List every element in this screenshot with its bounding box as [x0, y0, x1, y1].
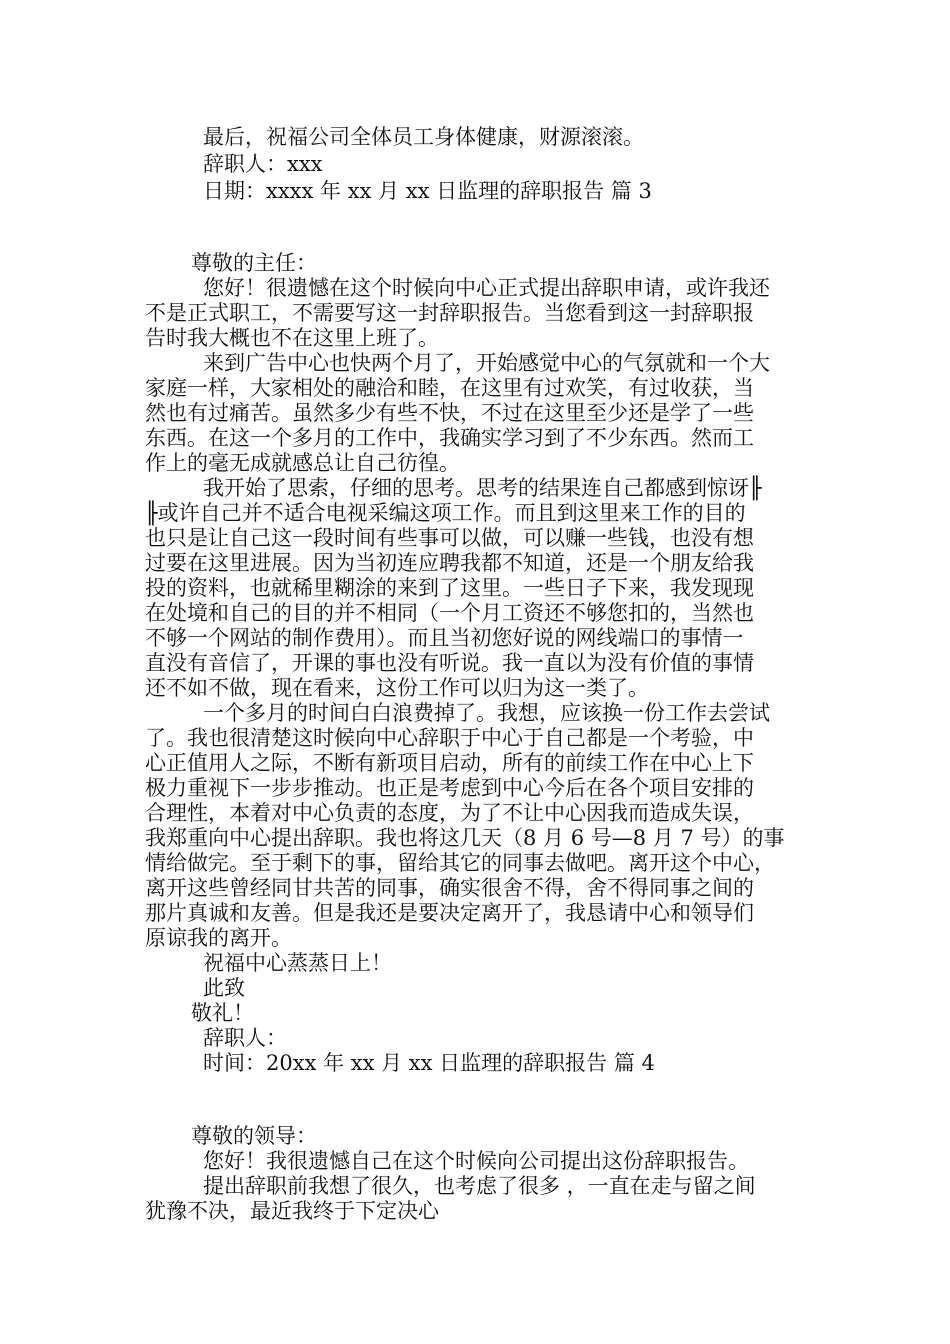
- paragraph-line: 告时我大概也不在这里上班了。: [145, 326, 439, 350]
- paragraph-line: 东西。在这一个多月的工作中，我确实学习到了不少东西。然而工: [145, 426, 754, 450]
- paragraph-line: 那片真诚和友善。但是我还是要决定离开了，我恳请中心和领导们: [145, 901, 754, 925]
- paragraph-line: 极力重视下一步步推动。也正是考虑到中心今后在各个项目安排的: [145, 776, 754, 800]
- paragraph-line: 作上的毫无成就感总让自己彷徨。: [145, 451, 460, 475]
- closing-wish: 最后，祝福公司全体员工身体健康，财源滚滚。: [203, 125, 644, 149]
- paragraph-line: 也只是让自己这一段时间有些事可以做，可以赚一些钱，也没有想: [145, 526, 754, 550]
- paragraph-line: 不是正式职工，不需要写这一封辞职报告。当您看到这一封辞职报: [145, 301, 754, 325]
- blessing-line: 祝福中心蒸蒸日上！: [203, 951, 392, 975]
- date-heading-line: 时间：20xx 年 xx 月 xx 日监理的辞职报告 篇 4: [203, 1051, 655, 1075]
- paragraph-line: 离开这些曾经同甘共苦的同事，确实很舍不得，舍不得同事之间的: [145, 876, 754, 900]
- paragraph-line: 还不如不做，现在看来，这份工作可以归为这一类了。: [145, 676, 649, 700]
- paragraph-line: 过要在这里进展。因为当初连应聘我都不知道，还是一个朋友给我: [145, 551, 754, 575]
- paragraph-line: 心正值用人之际，不断有新项目启动，所有的前续工作在中心上下: [145, 751, 754, 775]
- paragraph-line: 直没有音信了，开课的事也没有听说。我一直以为没有价值的事情: [145, 651, 754, 675]
- paragraph-line: 犹豫不决，最近我终于下定决心: [145, 1199, 439, 1223]
- paragraph-line: 然也有过痛苦。虽然多少有些不快，不过在这里至少还是学了一些: [145, 401, 754, 425]
- date-heading-line: 日期：xxxx 年 xx 月 xx 日监理的辞职报告 篇 3: [203, 179, 652, 203]
- paragraph-line: ╟或许自己并不适合电视采编这项工作。而且到这里来工作的目的: [145, 501, 746, 525]
- paragraph-line: 一个多月的时间白白浪费掉了。我想，应该换一份工作去尝试: [203, 701, 770, 725]
- closing-jing-li: 敬礼！: [191, 1001, 254, 1025]
- paragraph-line: 情给做完。至于剩下的事，留给其它的同事去做吧。离开这个中心，: [145, 851, 775, 875]
- paragraph-line: 我郑重向中心提出辞职。我也将这几天（8 月 6 号—8 月 7 号）的事: [145, 826, 785, 850]
- paragraph-line: 家庭一样，大家相处的融洽和睦，在这里有过欢笑，有过收获，当: [145, 376, 754, 400]
- paragraph-line: 我开始了思索，仔细的思考。思考的结果连自己都感到惊讶╟: [203, 476, 762, 500]
- paragraph-line: 您好！我很遗憾自己在这个时候向公司提出这份辞职报告。: [203, 1149, 749, 1173]
- paragraph-line: 投的资料，也就稀里糊涂的来到了这里。一些日子下来，我发现现: [145, 576, 754, 600]
- closing-ci-zhi: 此致: [203, 976, 245, 1000]
- paragraph-line: 在处境和自己的目的并不相同（一个月工资还不够您扣的，当然也: [145, 601, 754, 625]
- salutation: 尊敬的领导：: [191, 1124, 317, 1148]
- signature-line: 辞职人：xxx: [203, 152, 323, 176]
- paragraph-line: 提出辞职前我想了很久，也考虑了很多 ，一直在走与留之间: [203, 1174, 756, 1198]
- paragraph-line: 合理性，本着对中心负责的态度，为了不让中心因我而造成失误，: [145, 801, 754, 825]
- paragraph-line: 了。我也很清楚这时候向中心辞职于中心于自己都是一个考验，中: [145, 726, 754, 750]
- signature-line: 辞职人：: [203, 1026, 287, 1050]
- paragraph-line: 不够一个网站的制作费用）。而且当初您好说的网线端口的事情一: [145, 626, 744, 650]
- paragraph-line: 来到广告中心也快两个月了，开始感觉中心的气氛就和一个大: [203, 351, 770, 375]
- paragraph-line: 您好！很遗憾在这个时候向中心正式提出辞职申请，或许我还: [203, 276, 770, 300]
- paragraph-line: 原谅我的离开。: [145, 926, 292, 950]
- salutation: 尊敬的主任：: [191, 251, 317, 275]
